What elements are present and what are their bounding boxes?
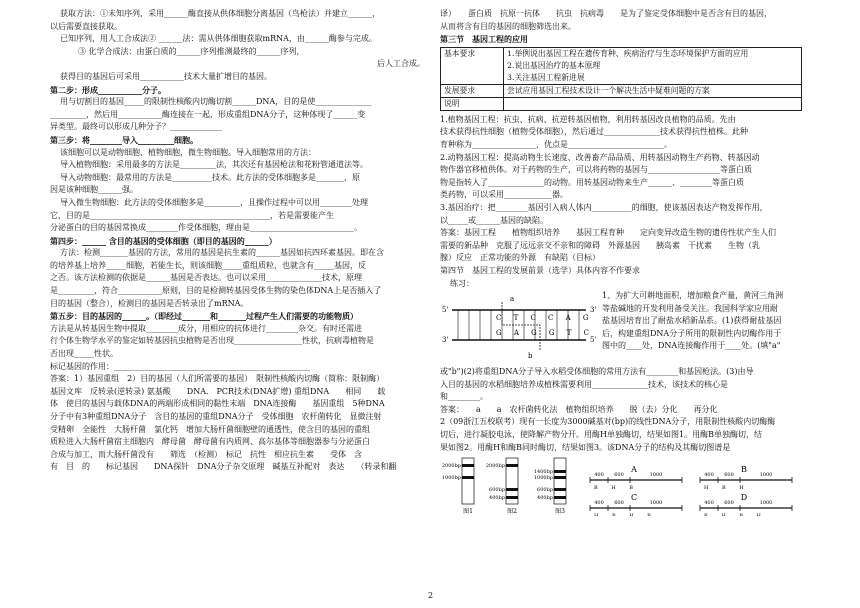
text-line: 导入微生物细胞：此方法的受体细胞多是_________，且操作过程中可以用________处理 (60, 197, 368, 207)
table-value (504, 84, 802, 97)
text-line: 第三节 基因工程的应用 (440, 34, 528, 45)
text-line: 获取方法：①未知序列，采用______酶直接从供体细胞分离基因（鸟枪法）并建立______， (60, 9, 380, 18)
text-line: 2.动物基因工程：提高动物生长速度、改善畜产品品质、用转基因动物生产药物、转基因动 (440, 152, 760, 162)
question-2-text (440, 416, 802, 454)
text-line: 因是该种细胞______强。 (50, 185, 138, 195)
text-line: 第四节 基因工程的发展前景（选学）具体内容不作要求 (440, 265, 640, 275)
text-line: 后人工合成。 (377, 59, 425, 69)
text-line: 物作器官移植供体。对于药物的生产，可以将药物的基因与__________________等蛋白质 (440, 165, 752, 175)
gel-band (462, 476, 474, 479)
gel-band (506, 496, 518, 499)
text-line: 类药物，可以采用____________器。 (440, 190, 568, 200)
text-line: 目的基因（整合），检测目的基因是否转录出了mRNA。 (50, 298, 249, 308)
text-line: 质粒进入大肠杆菌宿主细胞内 酵母菌 酵母菌有内质网、高尔基体等细胞器参与分泌蛋白 (50, 437, 370, 447)
option-sites: B H B H (704, 513, 767, 517)
table-value-line: 1.举例说出基因工程在遗传育种、疾病治疗与生态环境保护方面的应用 (507, 48, 749, 58)
text-line: 分泌蛋白的目的基因常换成________作受体细胞，理由是__________________________。 (50, 223, 362, 233)
gel-band-label: 1400bp (533, 469, 553, 476)
text-line: 之否。该方法检测的依据是______基因是否表达。也可以采用______________技术，原理 (50, 273, 362, 283)
text-line: 第三步：将________导入_________细胞。 (50, 134, 198, 145)
option-label: D (740, 493, 748, 503)
option-label: C (630, 493, 638, 503)
dna-label-a: a (510, 295, 515, 304)
text-line: 和________。 (440, 392, 488, 402)
text-line: 2（09浙江五校联考）现有一长度为3000碱基对(bp)的线性DNA分子，用限制性核酸内切酶酶 (440, 417, 776, 427)
option-length: 400 (594, 500, 604, 507)
option-length: 1000 (759, 500, 773, 507)
gel-band (554, 488, 566, 491)
gel-figure-label: 图3 (555, 508, 565, 516)
text-line: 是_________，符合___________原则，目的是检测转基因受体生物的染色体DNA上是否插入了 (50, 286, 382, 296)
gel-band-label: 2000bp (441, 463, 461, 470)
text-line: 盐基因培育出了耐盐水稻新品系。(1)获得耐盐基因 (602, 316, 782, 326)
answer-2: 答案： a a 农杆菌转化法 植物组织培养 脱（去）分化 再分化 (440, 404, 718, 414)
text-line: 导入动物细胞：最常用的方法是__________技术。此方法的受体细胞多是_______，原 (60, 172, 360, 182)
text-line: 果如图2。用酶H和酶B同时酶切，结果如图3。该DNA分子的结构及其酶切图谱是 (440, 442, 731, 452)
text-line: 方法：检测_______基因的方法，常用的基因是抗生素的______基因如抗四环素基因。即在含 (60, 248, 384, 258)
text-line: 获得目的基因后可采用___________技术大量扩增目的基因。 (60, 71, 272, 81)
text-line: 切后，进行凝胶电泳，使降解产物分开。用酶H单独酶切，结果如图1。用酶B单独酶切，结 (440, 430, 762, 440)
option-label: B (741, 465, 747, 475)
gel-figure-label: 图2 (507, 508, 517, 516)
table-key: 发展要求 (441, 84, 504, 97)
table-value (504, 97, 802, 110)
option-length: 600 (614, 472, 624, 479)
dna-sequence-diagram (440, 292, 600, 360)
table-row (441, 97, 802, 110)
gel-band (554, 476, 566, 479)
text-line: 否出现_____性状。 (50, 349, 118, 359)
text-line: 入目的基因的水稻细胞培养成植株需要利用______________技术，该技术的核心是 (440, 379, 728, 389)
dna-5-top: 5' (442, 306, 449, 315)
option-length: 400 (704, 500, 714, 507)
text-line: 受精卵 全能性 大肠杆菌 氯化钙 增加大肠杆菌细胞壁的通透性，使含目的基因的重组 (50, 424, 370, 434)
text-line: 答案：1）基因重组 2）目的基因（人们所需要的基因） 限制性核酸内切酶（简称：限制酶） (50, 374, 385, 384)
dna-top-bases: C T C C A G (496, 314, 594, 323)
option-length: 1000 (649, 500, 663, 507)
standards-table (440, 47, 802, 111)
option-sites: H B H (704, 485, 750, 492)
text-line: 方法是从转基因生物中提取________成分，用相应的抗体进行________杂交。有时还需进 (50, 323, 362, 333)
option-sites: B H B (594, 485, 639, 492)
text-line: 有 目 的 标记基因 DNA探针 DNA分子杂交原理 碱基互补配对 表达 （转录和翻 (50, 462, 397, 472)
option-label: A (631, 465, 637, 475)
table-value-line: 2.说出基因治疗的基本原理 (507, 60, 601, 70)
gel-figure-row (440, 456, 802, 516)
text-line: 等盐碱地的开发利用备受关注。我国科学家应用耐 (602, 303, 778, 313)
text-line: 它，目的是_____________________________________________，若是需要能产生 (50, 210, 334, 220)
text-line: _________，然后用___________酶连接在一起，形成重组DNA分子，这种体现了______变 (50, 109, 366, 119)
text-line: 第五步：目的基因的______。（即经过_______和_______过程产生人们需要的功能物质） (50, 311, 358, 322)
gel-band-label: 600bp (489, 487, 505, 494)
table-value-line (507, 98, 798, 110)
table-value (504, 47, 802, 84)
text-line: 需要的新品种 克服了远远亲交不亲和的障碍 外源基因 胰岛素 干扰素 生物（乳 (440, 240, 760, 250)
gel-band-label: 1000bp (533, 475, 553, 482)
text-line: 图中的____处，DNA连接酶作用于____处。(填"a" (602, 341, 781, 351)
gel-band (462, 464, 474, 467)
left-column (50, 8, 425, 474)
text-line: 答案：基因工程 植物组织培养 基因工程育种 定向变异改造生物的遗传性状产生人们 (440, 228, 776, 238)
gel-band-label: 1000bp (441, 475, 461, 482)
gel-band-label: 400bp (537, 495, 553, 502)
text-line: 育种称为________________，优点是________________________。 (440, 139, 672, 149)
option-length: 400 (704, 472, 714, 479)
right-top-text (440, 8, 802, 46)
text-line: 3.基因治疗：把________基因引入病人体内__________的细胞，使该基因表达产物发挥作用， (440, 202, 768, 212)
text-line: ③ 化学合成法：由蛋白质的______序列推测最终的______序列， (78, 46, 305, 56)
gel-band (506, 488, 518, 491)
dna-bot-bases: G A G G T C (496, 329, 594, 338)
dna-label-b: b (528, 352, 533, 361)
gel-and-maps-svg (440, 456, 802, 516)
text-line: 以后需要直接获取。 (50, 21, 122, 31)
dna-5-bot: 5' (590, 336, 597, 345)
option-length: 600 (724, 472, 734, 479)
text-line: 第四步：______ 含目的基因的受体细胞（即目的基因的______） (50, 235, 277, 246)
text-line: 体 使目的基因与载体DNA的两端形成相同的黏性末端 DNA连接酶 基因重组 5种DNA (50, 399, 385, 409)
gel-band-label: 2000bp (485, 463, 505, 470)
text-line: 技术获得抗性细胞（植物受体细胞），然后通过______________技术获得抗性植株。此种 (440, 127, 748, 137)
text-line: 练习： (450, 278, 474, 288)
right-mid-text (440, 114, 802, 290)
option-length: 400 (594, 472, 604, 479)
table-key: 说明 (441, 97, 504, 110)
text-line: 后，构建重组DNA分子所用的限制性内切酶作用于 (602, 328, 782, 338)
option-length: 600 (614, 500, 624, 507)
text-line: 从而将含有目的基因的细胞筛选出来。 (440, 21, 576, 31)
gel-band (554, 496, 566, 499)
right-column (440, 8, 802, 516)
text-line: 的培养基上培养_____细胞，若能生长，则该细胞_____重组质粒，也就含有_____基因，反 (50, 260, 366, 270)
option-sites: H B H B (594, 513, 657, 517)
option-length: 600 (724, 500, 734, 507)
question-1-rest (440, 366, 802, 404)
table-key: 基本要求 (441, 47, 504, 84)
text-line: 第二步：形成___________分子。 (50, 84, 166, 95)
dna-3-bot: 3' (442, 336, 449, 345)
option-length: 1000 (759, 472, 773, 479)
text-line: 用与切割目的基因_____的限制性核酸内切酶切割______DNA，目的是使______________ (60, 97, 372, 107)
text-line: 导入植物细胞：采用最多的方法是_________法，其次还有基因枪法和花粉管通道法等。 (60, 160, 368, 170)
option-length: 1000 (649, 472, 663, 479)
dna-3-top: 3' (590, 306, 597, 315)
text-line: 标记基因的作用：_________________________________________________ (50, 361, 310, 371)
table-value-line: 3.关注基因工程新进展 (507, 72, 585, 82)
text-line: 以_____或______基因的缺陷。 (440, 215, 548, 225)
text-line: 或"b")(2)将重组DNA分子导入水稻受体细胞的常用方法有________和基因枪法。(3)由导 (440, 367, 754, 377)
table-value-line: 尝试应用基因工程技术设计一个解决生活中疑难问题的方案 (507, 85, 710, 95)
text-line: 腺）反应 正常功能的外源 有缺陷（目标） (440, 253, 600, 263)
gel-figure-label: 图1 (463, 508, 473, 516)
table-row (441, 84, 802, 97)
text-line: 分子中有3种重组DNA分子 含目的基因的重组DNA分子 受体细胞 农杆菌转化 显微注射 (50, 412, 382, 421)
table-row (441, 47, 802, 84)
question-1-block (440, 290, 802, 366)
text-line: 合成与加工，而大肠杆菌没有 筛选 （检测） 标记 抗性 相应抗生素 受体 含 (50, 449, 362, 459)
text-line: 物是指转入了______________的动物。用转基因动物来生产______、________等蛋白质 (440, 177, 744, 187)
gel-band (506, 464, 518, 467)
text-line: 异类型。最终可以形成几种分子？_____________ (50, 122, 222, 132)
gel-band-label: 600bp (537, 487, 553, 494)
question-1-text (602, 290, 802, 353)
page-number: 2 (428, 591, 434, 600)
text-line: 该细胞可以是动物细胞、植物细胞，微生物细胞。导入细胞常用的方法： (60, 147, 316, 157)
text-line: 基因文库 反转录(逆转录) 氨基酸 DNA. PCR技术(DNA扩增) 重组DNA 相同 载 (50, 386, 386, 396)
text-line: 1、为扩大可耕地面积，增加粮食产量，黄河三角洲 (602, 291, 784, 301)
text-line: 1.植物基因工程：抗虫、抗病、抗逆转基因植物，利用转基因改良植物的品质。先由 (440, 114, 736, 124)
gel-band-label: 400bp (489, 495, 505, 502)
text-line: 译） 蛋白质 抗原一抗体 抗虫 抗病毒 是为了鉴定受体细胞中是否含有目的基因， (440, 9, 772, 18)
text-line: 行个体生物学水平的鉴定如转基因抗虫植物是否出现_________________性状，抗病毒植物是 (50, 336, 374, 346)
text-line: 已知序列，用人工合成法② ______法：需从供体细胞获取mRNA，由______酶参与完成。 (60, 34, 377, 44)
gel-band (554, 470, 566, 473)
